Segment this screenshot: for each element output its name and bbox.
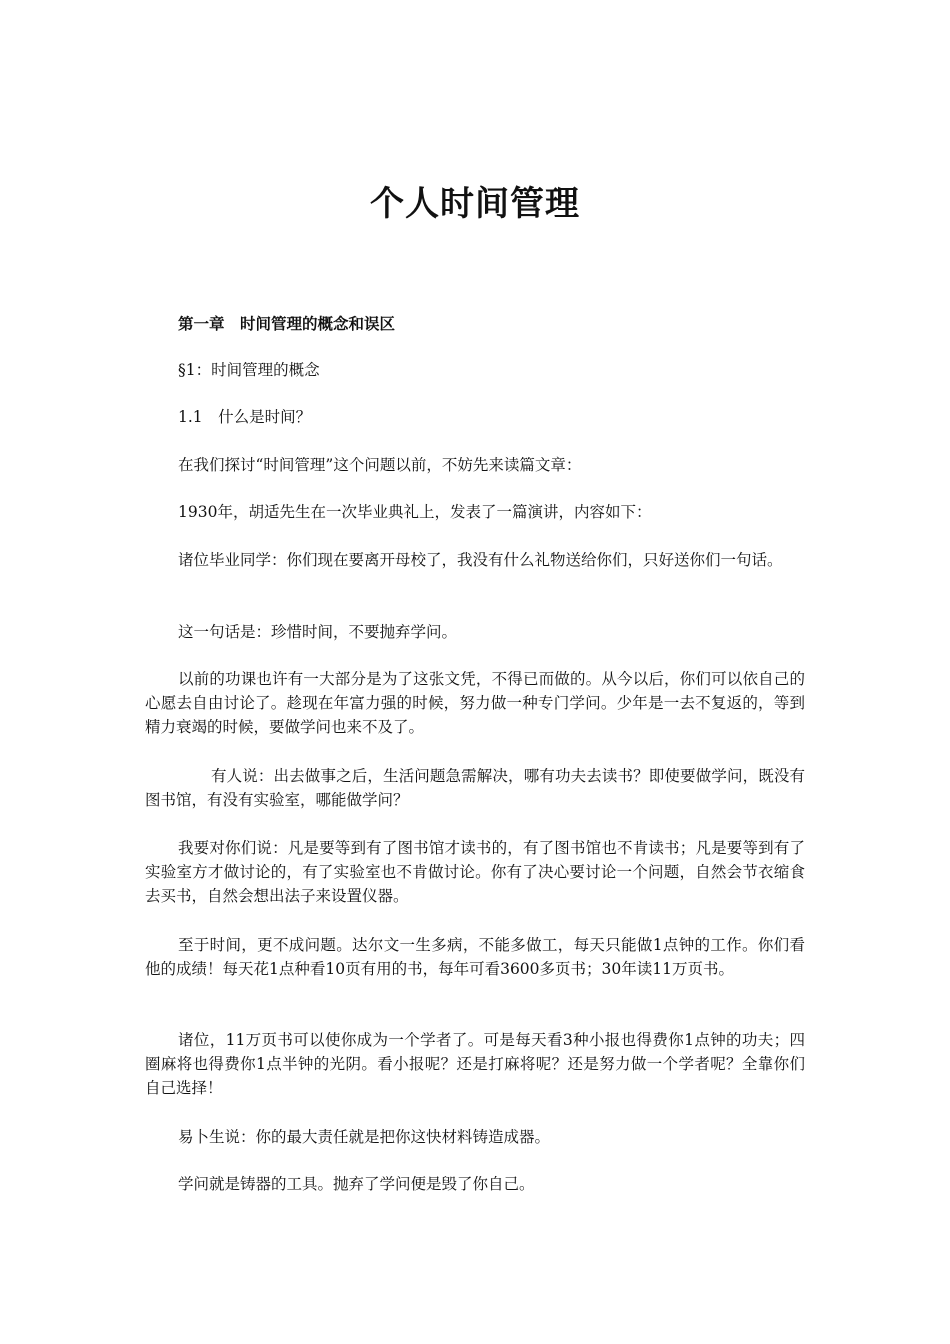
paragraph: 学问就是铸器的工具。抛弃了学问便是毁了你自己。 [178,1175,535,1193]
paragraph: 有人说：出去做事之后，生活问题急需解决，哪有功夫去读书？即使要做学问，既没有图书馆，有没有实验室，哪能做学问？ [145,767,805,809]
chapter-heading: 第一章 时间管理的概念和误区 [178,315,396,333]
paragraph: 我要对你们说：凡是要等到有了图书馆才读书的，有了图书馆也不肯读书；凡是要等到有了实验室方才做讨论的，有了实验室也不肯做讨论。你有了决心要讨论一个问题，自然会节衣缩食去买书，自然会想出法子来设置仪器。 [145,839,805,905]
paragraph: 以前的功课也许有一大部分是为了这张文凭，不得已而做的。从今以后，你们可以依自己的心愿去自由讨论了。趁现在年富力强的时候，努力做一种专门学问。少年是一去不复返的，等到精力衰竭的时候，要做学问也来不及了。 [145,670,805,736]
document-title: 个人时间管理 [370,184,580,224]
section-heading: §1：时间管理的概念 [178,361,320,379]
paragraph: 1930年，胡适先生在一次毕业典礼上，发表了一篇演讲，内容如下： [178,503,652,521]
paragraph: 至于时间，更不成问题。达尔文一生多病，不能多做工，每天只能做1点钟的工作。你们看他的成绩！每天花1点种看10页有用的书，每年可看3600多页书；30年读11万页书。 [145,936,805,978]
paragraph: 易卜生说：你的最大责任就是把你这快材料铸造成器。 [178,1128,551,1146]
subsection-heading: 1.1 什么是时间？ [178,408,312,426]
paragraph: 诸位，11万页书可以使你成为一个学者了。可是每天看3种小报也得费你1点钟的功夫；四圈麻将也得费你1点半钟的光阴。看小报呢？还是打麻将呢？还是努力做一个学者呢？全靠你们自己选择！ [145,1031,805,1097]
paragraph: 这一句话是：珍惜时间，不要抛弃学问。 [178,623,458,641]
paragraph: 在我们探讨“时间管理”这个问题以前，不妨先来读篇文章： [178,456,582,474]
paragraph: 诸位毕业同学：你们现在要离开母校了，我没有什么礼物送给你们，只好送你们一句话。 [178,551,783,569]
